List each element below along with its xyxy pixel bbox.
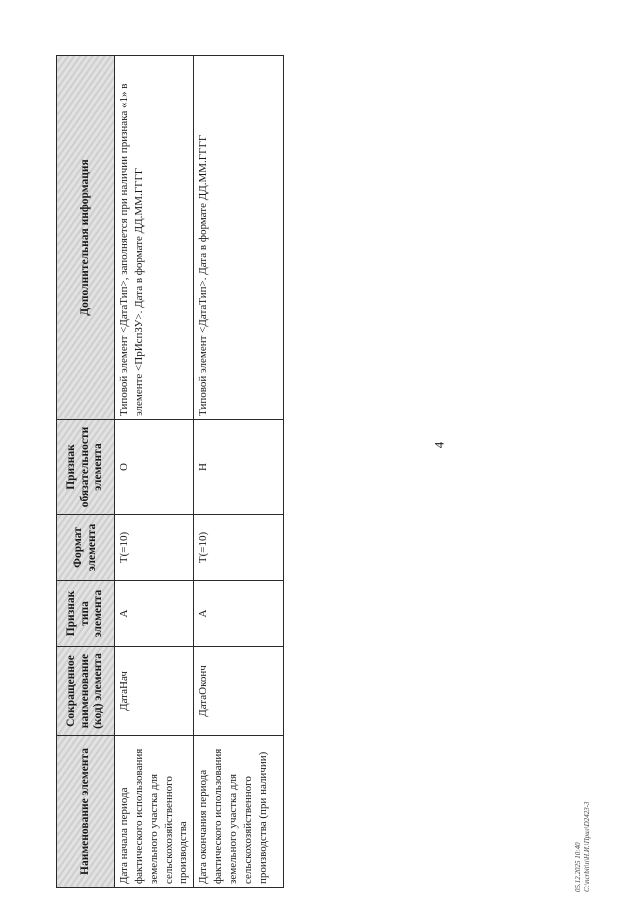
table-header-row — [57, 56, 115, 888]
cell-element-code: ДатаОконч — [194, 647, 284, 736]
table-wrapper — [56, 56, 282, 888]
header-element-code: Сокращенное наименование (код) элемента — [57, 647, 115, 736]
cell-element-type: А — [115, 581, 194, 647]
table-row — [115, 56, 194, 888]
cell-additional-info: Типовой элемент <ДатаТип>, заполняется при наличии признака «1» в элементе <ПрИспЗУ>. Дата в формате ДД.ММ.ГГГГ — [115, 56, 194, 420]
cell-element-format: T(=10) — [194, 515, 284, 581]
header-element-required: Признак обязательности элемента — [57, 420, 115, 515]
cell-element-name: Дата окончания периода фактического использования земельного участка для сельскохозяйственного производства (при наличии) — [194, 736, 284, 888]
cell-element-required: О — [115, 420, 194, 515]
footer-timestamp: 05.12.2025 10:40 — [574, 842, 582, 892]
footer-file-path: С:\ncrbit\n\Н.И.\Прил\D2423-3 — [583, 801, 592, 892]
cell-element-type: А — [194, 581, 284, 647]
cell-element-code: ДатаНач — [115, 647, 194, 736]
header-element-name: Наименование элемента — [57, 736, 115, 888]
cell-element-format: T(=10) — [115, 515, 194, 581]
page-number: 4 — [431, 441, 447, 449]
header-element-format: Формат элемента — [57, 515, 115, 581]
cell-element-required: Н — [194, 420, 284, 515]
elements-table — [56, 55, 284, 888]
footer-stamp — [574, 801, 592, 892]
rotated-table-area — [56, 56, 282, 888]
header-additional-info: Дополнительная информация — [57, 56, 115, 420]
cell-additional-info: Типовой элемент <ДатаТип>. Дата в формате ДД.ММ.ГГГГ — [194, 56, 284, 420]
header-element-type: Признак типа элемента — [57, 581, 115, 647]
table-row — [194, 56, 284, 888]
cell-element-name: Дата начала периода фактического использования земельного участка для сельскохозяйственного производства — [115, 736, 194, 888]
